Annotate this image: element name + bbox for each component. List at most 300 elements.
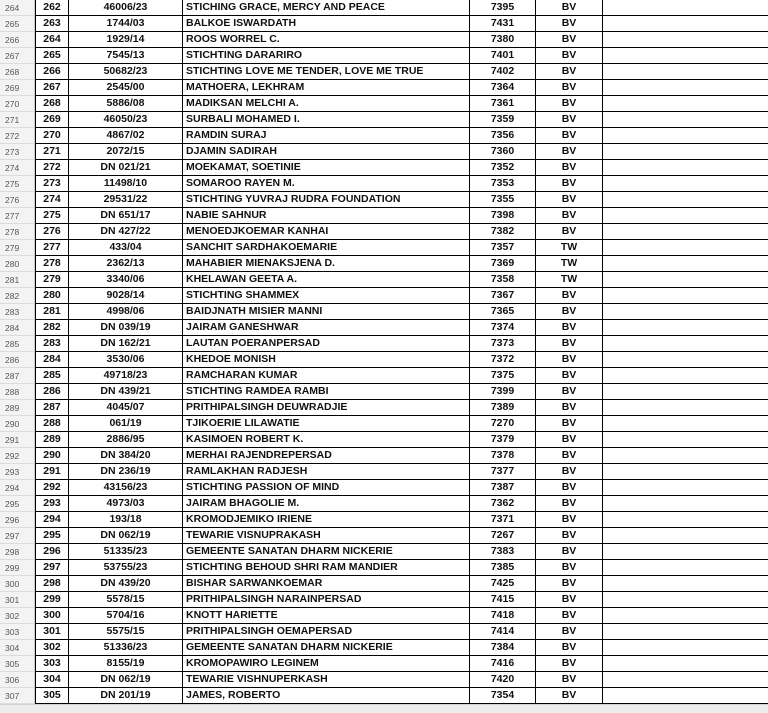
cell-empty[interactable]	[603, 640, 768, 656]
table-row[interactable]	[0, 80, 768, 96]
row-number-header[interactable]: 290	[0, 416, 35, 432]
cell-code[interactable]: 7360	[470, 144, 536, 160]
cell-empty[interactable]	[603, 656, 768, 672]
table-row[interactable]	[0, 128, 768, 144]
cell-reference[interactable]: 5704/16	[69, 608, 183, 624]
cell-code[interactable]: 7415	[470, 592, 536, 608]
table-row[interactable]	[0, 64, 768, 80]
cell-empty[interactable]	[603, 128, 768, 144]
cell-code[interactable]: 7383	[470, 544, 536, 560]
cell-name[interactable]: TEWARIE VISNUPRAKASH	[183, 528, 470, 544]
cell-code[interactable]: 7352	[470, 160, 536, 176]
cell-empty[interactable]	[603, 352, 768, 368]
cell-type[interactable]: BV	[536, 160, 603, 176]
cell-reference[interactable]: 433/04	[69, 240, 183, 256]
cell-number[interactable]: 286	[35, 384, 69, 400]
cell-name[interactable]: SOMAROO RAYEN M.	[183, 176, 470, 192]
cell-reference[interactable]: DN 651/17	[69, 208, 183, 224]
cell-code[interactable]: 7380	[470, 32, 536, 48]
cell-name[interactable]: STICHTING RAMDEA RAMBI	[183, 384, 470, 400]
cell-number[interactable]: 282	[35, 320, 69, 336]
cell-code[interactable]: 7387	[470, 480, 536, 496]
cell-number[interactable]: 279	[35, 272, 69, 288]
cell-type[interactable]: BV	[536, 592, 603, 608]
cell-name[interactable]: RAMDIN SURAJ	[183, 128, 470, 144]
cell-reference[interactable]: DN 427/22	[69, 224, 183, 240]
cell-number[interactable]: 288	[35, 416, 69, 432]
row-number-header[interactable]: 297	[0, 528, 35, 544]
cell-reference[interactable]: 5578/15	[69, 592, 183, 608]
cell-number[interactable]: 275	[35, 208, 69, 224]
row-number-header[interactable]: 289	[0, 400, 35, 416]
table-row[interactable]	[0, 16, 768, 32]
cell-code[interactable]: 7358	[470, 272, 536, 288]
cell-number[interactable]: 278	[35, 256, 69, 272]
cell-reference[interactable]: DN 201/19	[69, 688, 183, 704]
cell-number[interactable]: 296	[35, 544, 69, 560]
row-number-header[interactable]: 266	[0, 32, 35, 48]
cell-empty[interactable]	[603, 48, 768, 64]
cell-empty[interactable]	[603, 240, 768, 256]
cell-reference[interactable]: 1929/14	[69, 32, 183, 48]
cell-type[interactable]: BV	[536, 96, 603, 112]
cell-code[interactable]: 7414	[470, 624, 536, 640]
cell-type[interactable]: BV	[536, 224, 603, 240]
cell-name[interactable]: LAUTAN POERANPERSAD	[183, 336, 470, 352]
row-number-header[interactable]: 286	[0, 352, 35, 368]
cell-number[interactable]: 291	[35, 464, 69, 480]
table-row[interactable]	[0, 160, 768, 176]
row-number-header[interactable]: 272	[0, 128, 35, 144]
cell-reference[interactable]: DN 439/20	[69, 576, 183, 592]
cell-empty[interactable]	[603, 512, 768, 528]
table-row[interactable]	[0, 368, 768, 384]
cell-empty[interactable]	[603, 672, 768, 688]
cell-reference[interactable]: 9028/14	[69, 288, 183, 304]
table-row[interactable]	[0, 576, 768, 592]
cell-code[interactable]: 7372	[470, 352, 536, 368]
cell-code[interactable]: 7401	[470, 48, 536, 64]
cell-empty[interactable]	[603, 144, 768, 160]
cell-number[interactable]: 304	[35, 672, 69, 688]
cell-name[interactable]: TJIKOERIE LILAWATIE	[183, 416, 470, 432]
cell-type[interactable]: BV	[536, 208, 603, 224]
cell-name[interactable]: STICHTING SHAMMEX	[183, 288, 470, 304]
cell-type[interactable]: BV	[536, 112, 603, 128]
table-row[interactable]	[0, 416, 768, 432]
row-number-header[interactable]: 295	[0, 496, 35, 512]
cell-empty[interactable]	[603, 528, 768, 544]
table-row[interactable]	[0, 656, 768, 672]
cell-name[interactable]: BALKOE ISWARDATH	[183, 16, 470, 32]
cell-type[interactable]: BV	[536, 384, 603, 400]
cell-name[interactable]: SANCHIT SARDHAKOEMARIE	[183, 240, 470, 256]
table-row[interactable]	[0, 112, 768, 128]
table-row[interactable]	[0, 432, 768, 448]
cell-type[interactable]: BV	[536, 128, 603, 144]
cell-code[interactable]: 7379	[470, 432, 536, 448]
cell-type[interactable]: BV	[536, 176, 603, 192]
cell-reference[interactable]: DN 039/19	[69, 320, 183, 336]
table-row[interactable]	[0, 544, 768, 560]
table-row[interactable]	[0, 304, 768, 320]
row-number-header[interactable]: 278	[0, 224, 35, 240]
table-row[interactable]	[0, 672, 768, 688]
cell-number[interactable]: 264	[35, 32, 69, 48]
cell-empty[interactable]	[603, 272, 768, 288]
cell-name[interactable]: ROOS WORREL C.	[183, 32, 470, 48]
cell-name[interactable]: GEMEENTE SANATAN DHARM NICKERIE	[183, 544, 470, 560]
cell-code[interactable]: 7356	[470, 128, 536, 144]
cell-code[interactable]: 7425	[470, 576, 536, 592]
cell-code[interactable]: 7418	[470, 608, 536, 624]
cell-code[interactable]: 7402	[470, 64, 536, 80]
cell-reference[interactable]: 50682/23	[69, 64, 183, 80]
table-row[interactable]	[0, 512, 768, 528]
row-number-header[interactable]: 296	[0, 512, 35, 528]
cell-code[interactable]: 7354	[470, 688, 536, 704]
cell-type[interactable]: BV	[536, 528, 603, 544]
cell-reference[interactable]: 2886/95	[69, 432, 183, 448]
cell-empty[interactable]	[603, 576, 768, 592]
cell-number[interactable]: 298	[35, 576, 69, 592]
cell-reference[interactable]: 4973/03	[69, 496, 183, 512]
cell-name[interactable]: GEMEENTE SANATAN DHARM NICKERIE	[183, 640, 470, 656]
table-row[interactable]	[0, 320, 768, 336]
cell-number[interactable]: 299	[35, 592, 69, 608]
cell-number[interactable]: 269	[35, 112, 69, 128]
cell-code[interactable]: 7385	[470, 560, 536, 576]
table-row[interactable]	[0, 32, 768, 48]
cell-code[interactable]: 7364	[470, 80, 536, 96]
table-row[interactable]	[0, 688, 768, 704]
row-number-header[interactable]: 298	[0, 544, 35, 560]
cell-code[interactable]: 7359	[470, 112, 536, 128]
row-number-header[interactable]: 275	[0, 176, 35, 192]
row-number-header[interactable]: 273	[0, 144, 35, 160]
cell-reference[interactable]: 46006/23	[69, 0, 183, 16]
cell-empty[interactable]	[603, 464, 768, 480]
table-row[interactable]	[0, 496, 768, 512]
cell-type[interactable]: BV	[536, 352, 603, 368]
row-number-header[interactable]: 281	[0, 272, 35, 288]
cell-code[interactable]: 7375	[470, 368, 536, 384]
table-row[interactable]	[0, 448, 768, 464]
cell-name[interactable]: MAHABIER MIENAKSJENA D.	[183, 256, 470, 272]
cell-code[interactable]: 7373	[470, 336, 536, 352]
cell-number[interactable]: 295	[35, 528, 69, 544]
cell-reference[interactable]: 2545/00	[69, 80, 183, 96]
table-row[interactable]	[0, 256, 768, 272]
table-row[interactable]	[0, 592, 768, 608]
row-number-header[interactable]: 267	[0, 48, 35, 64]
cell-type[interactable]: BV	[536, 48, 603, 64]
cell-name[interactable]: MERHAI RAJENDREPERSAD	[183, 448, 470, 464]
cell-type[interactable]: BV	[536, 448, 603, 464]
cell-name[interactable]: STICHTING DARARIRO	[183, 48, 470, 64]
row-number-header[interactable]: 294	[0, 480, 35, 496]
cell-type[interactable]: BV	[536, 64, 603, 80]
row-number-header[interactable]: 304	[0, 640, 35, 656]
cell-empty[interactable]	[603, 336, 768, 352]
cell-number[interactable]: 303	[35, 656, 69, 672]
cell-reference[interactable]: 43156/23	[69, 480, 183, 496]
cell-reference[interactable]: 29531/22	[69, 192, 183, 208]
cell-name[interactable]: KASIMOEN ROBERT K.	[183, 432, 470, 448]
cell-reference[interactable]: 51336/23	[69, 640, 183, 656]
cell-name[interactable]: SURBALI MOHAMED I.	[183, 112, 470, 128]
table-row[interactable]	[0, 480, 768, 496]
cell-name[interactable]: BAIDJNATH MISIER MANNI	[183, 304, 470, 320]
cell-number[interactable]: 287	[35, 400, 69, 416]
cell-type[interactable]: BV	[536, 560, 603, 576]
cell-name[interactable]: NABIE SAHNUR	[183, 208, 470, 224]
table-row[interactable]	[0, 224, 768, 240]
cell-code[interactable]: 7389	[470, 400, 536, 416]
table-row[interactable]	[0, 336, 768, 352]
table-row[interactable]	[0, 272, 768, 288]
cell-empty[interactable]	[603, 64, 768, 80]
cell-number[interactable]: 281	[35, 304, 69, 320]
cell-code[interactable]: 7361	[470, 96, 536, 112]
cell-code[interactable]: 7395	[470, 0, 536, 16]
cell-number[interactable]: 302	[35, 640, 69, 656]
cell-number[interactable]: 290	[35, 448, 69, 464]
cell-type[interactable]: BV	[536, 464, 603, 480]
cell-number[interactable]: 293	[35, 496, 69, 512]
cell-type[interactable]: BV	[536, 320, 603, 336]
cell-code[interactable]: 7267	[470, 528, 536, 544]
cell-number[interactable]: 292	[35, 480, 69, 496]
cell-name[interactable]: STICHTING YUVRAJ RUDRA FOUNDATION	[183, 192, 470, 208]
cell-code[interactable]: 7420	[470, 672, 536, 688]
table-row[interactable]	[0, 144, 768, 160]
cell-empty[interactable]	[603, 208, 768, 224]
table-row[interactable]	[0, 288, 768, 304]
cell-type[interactable]: BV	[536, 0, 603, 16]
cell-type[interactable]: TW	[536, 256, 603, 272]
cell-name[interactable]: RAMLAKHAN RADJESH	[183, 464, 470, 480]
row-number-header[interactable]: 264	[0, 0, 35, 16]
row-number-header[interactable]: 276	[0, 192, 35, 208]
cell-reference[interactable]: 46050/23	[69, 112, 183, 128]
table-row[interactable]	[0, 48, 768, 64]
cell-reference[interactable]: 061/19	[69, 416, 183, 432]
cell-code[interactable]: 7355	[470, 192, 536, 208]
cell-empty[interactable]	[603, 192, 768, 208]
cell-name[interactable]: KROMOPAWIRO LEGINEM	[183, 656, 470, 672]
cell-code[interactable]: 7382	[470, 224, 536, 240]
row-number-header[interactable]: 293	[0, 464, 35, 480]
cell-code[interactable]: 7357	[470, 240, 536, 256]
cell-empty[interactable]	[603, 480, 768, 496]
row-number-header[interactable]: 306	[0, 672, 35, 688]
cell-name[interactable]: STICHING GRACE, MERCY AND PEACE	[183, 0, 470, 16]
cell-number[interactable]: 270	[35, 128, 69, 144]
row-number-header[interactable]: 282	[0, 288, 35, 304]
cell-number[interactable]: 263	[35, 16, 69, 32]
cell-number[interactable]: 265	[35, 48, 69, 64]
cell-type[interactable]: BV	[536, 192, 603, 208]
cell-empty[interactable]	[603, 224, 768, 240]
cell-type[interactable]: BV	[536, 32, 603, 48]
cell-empty[interactable]	[603, 432, 768, 448]
cell-empty[interactable]	[603, 256, 768, 272]
row-number-header[interactable]: 307	[0, 688, 35, 704]
cell-name[interactable]: KNOTT HARIETTE	[183, 608, 470, 624]
cell-name[interactable]: KHEDOE MONISH	[183, 352, 470, 368]
row-number-header[interactable]: 287	[0, 368, 35, 384]
table-row[interactable]	[0, 528, 768, 544]
cell-empty[interactable]	[603, 496, 768, 512]
cell-type[interactable]: BV	[536, 576, 603, 592]
cell-code[interactable]: 7369	[470, 256, 536, 272]
cell-number[interactable]: 277	[35, 240, 69, 256]
cell-reference[interactable]: 49718/23	[69, 368, 183, 384]
cell-code[interactable]: 7374	[470, 320, 536, 336]
row-number-header[interactable]: 280	[0, 256, 35, 272]
cell-name[interactable]: JAIRAM GANESHWAR	[183, 320, 470, 336]
cell-reference[interactable]: 2362/13	[69, 256, 183, 272]
cell-name[interactable]: JAIRAM BHAGOLIE M.	[183, 496, 470, 512]
cell-type[interactable]: BV	[536, 544, 603, 560]
cell-number[interactable]: 266	[35, 64, 69, 80]
cell-type[interactable]: BV	[536, 688, 603, 704]
row-number-header[interactable]: 270	[0, 96, 35, 112]
cell-type[interactable]: BV	[536, 432, 603, 448]
cell-type[interactable]: BV	[536, 672, 603, 688]
cell-reference[interactable]: DN 162/21	[69, 336, 183, 352]
row-number-header[interactable]: 302	[0, 608, 35, 624]
row-number-header[interactable]: 301	[0, 592, 35, 608]
cell-name[interactable]: RAMCHARAN KUMAR	[183, 368, 470, 384]
cell-name[interactable]: PRITHIPALSINGH OEMAPERSAD	[183, 624, 470, 640]
table-row[interactable]	[0, 192, 768, 208]
cell-type[interactable]: BV	[536, 304, 603, 320]
row-number-header[interactable]: 305	[0, 656, 35, 672]
cell-type[interactable]: BV	[536, 368, 603, 384]
cell-name[interactable]: MOEKAMAT, SOETINIE	[183, 160, 470, 176]
cell-code[interactable]: 7399	[470, 384, 536, 400]
cell-type[interactable]: BV	[536, 288, 603, 304]
cell-empty[interactable]	[603, 0, 768, 16]
row-number-header[interactable]: 303	[0, 624, 35, 640]
cell-reference[interactable]: 5575/15	[69, 624, 183, 640]
cell-number[interactable]: 284	[35, 352, 69, 368]
cell-code[interactable]: 7377	[470, 464, 536, 480]
cell-type[interactable]: BV	[536, 496, 603, 512]
row-number-header[interactable]: 269	[0, 80, 35, 96]
row-number-header[interactable]: 274	[0, 160, 35, 176]
cell-empty[interactable]	[603, 80, 768, 96]
cell-name[interactable]: STICHTING PASSION OF MIND	[183, 480, 470, 496]
cell-code[interactable]: 7353	[470, 176, 536, 192]
cell-empty[interactable]	[603, 304, 768, 320]
cell-number[interactable]: 297	[35, 560, 69, 576]
cell-name[interactable]: STICHTING LOVE ME TENDER, LOVE ME TRUE	[183, 64, 470, 80]
cell-type[interactable]: BV	[536, 80, 603, 96]
cell-number[interactable]: 283	[35, 336, 69, 352]
table-row[interactable]	[0, 176, 768, 192]
cell-number[interactable]: 272	[35, 160, 69, 176]
table-row[interactable]	[0, 240, 768, 256]
cell-empty[interactable]	[603, 400, 768, 416]
cell-reference[interactable]: DN 439/21	[69, 384, 183, 400]
row-number-header[interactable]: 277	[0, 208, 35, 224]
cell-name[interactable]: KROMODJEMIKO IRIENE	[183, 512, 470, 528]
cell-empty[interactable]	[603, 16, 768, 32]
row-number-header[interactable]: 268	[0, 64, 35, 80]
cell-type[interactable]: BV	[536, 480, 603, 496]
cell-type[interactable]: BV	[536, 656, 603, 672]
row-number-header[interactable]: 279	[0, 240, 35, 256]
row-number-header[interactable]: 265	[0, 16, 35, 32]
cell-name[interactable]: PRITHIPALSINGH NARAINPERSAD	[183, 592, 470, 608]
row-number-header[interactable]: 284	[0, 320, 35, 336]
cell-name[interactable]: PRITHIPALSINGH DEUWRADJIE	[183, 400, 470, 416]
row-number-header[interactable]: 271	[0, 112, 35, 128]
cell-code[interactable]: 7416	[470, 656, 536, 672]
row-number-header[interactable]: 299	[0, 560, 35, 576]
cell-type[interactable]: BV	[536, 144, 603, 160]
cell-number[interactable]: 285	[35, 368, 69, 384]
cell-type[interactable]: BV	[536, 624, 603, 640]
cell-type[interactable]: BV	[536, 416, 603, 432]
cell-reference[interactable]: 1744/03	[69, 16, 183, 32]
cell-code[interactable]: 7378	[470, 448, 536, 464]
cell-empty[interactable]	[603, 112, 768, 128]
cell-number[interactable]: 280	[35, 288, 69, 304]
cell-code[interactable]: 7365	[470, 304, 536, 320]
cell-type[interactable]: BV	[536, 640, 603, 656]
table-row[interactable]	[0, 560, 768, 576]
row-number-header[interactable]: 288	[0, 384, 35, 400]
cell-empty[interactable]	[603, 176, 768, 192]
table-row[interactable]	[0, 96, 768, 112]
cell-empty[interactable]	[603, 544, 768, 560]
cell-reference[interactable]: 51335/23	[69, 544, 183, 560]
cell-reference[interactable]: DN 236/19	[69, 464, 183, 480]
cell-reference[interactable]: DN 384/20	[69, 448, 183, 464]
table-row[interactable]	[0, 352, 768, 368]
cell-type[interactable]: TW	[536, 240, 603, 256]
cell-reference[interactable]: 193/18	[69, 512, 183, 528]
cell-empty[interactable]	[603, 160, 768, 176]
cell-number[interactable]: 271	[35, 144, 69, 160]
row-number-header[interactable]: 283	[0, 304, 35, 320]
cell-name[interactable]: MATHOERA, LEKHRAM	[183, 80, 470, 96]
table-row[interactable]	[0, 608, 768, 624]
cell-empty[interactable]	[603, 32, 768, 48]
cell-name[interactable]: JAMES, ROBERTO	[183, 688, 470, 704]
cell-code[interactable]: 7398	[470, 208, 536, 224]
cell-number[interactable]: 289	[35, 432, 69, 448]
cell-name[interactable]: MADIKSAN MELCHI A.	[183, 96, 470, 112]
cell-reference[interactable]: 7545/13	[69, 48, 183, 64]
cell-type[interactable]: TW	[536, 272, 603, 288]
table-row[interactable]	[0, 208, 768, 224]
cell-empty[interactable]	[603, 416, 768, 432]
cell-name[interactable]: BISHAR SARWANKOEMAR	[183, 576, 470, 592]
cell-number[interactable]: 300	[35, 608, 69, 624]
row-number-header[interactable]: 285	[0, 336, 35, 352]
cell-type[interactable]: BV	[536, 400, 603, 416]
cell-type[interactable]: BV	[536, 512, 603, 528]
cell-name[interactable]: KHELAWAN GEETA A.	[183, 272, 470, 288]
cell-empty[interactable]	[603, 592, 768, 608]
cell-name[interactable]: DJAMIN SADIRAH	[183, 144, 470, 160]
cell-number[interactable]: 305	[35, 688, 69, 704]
